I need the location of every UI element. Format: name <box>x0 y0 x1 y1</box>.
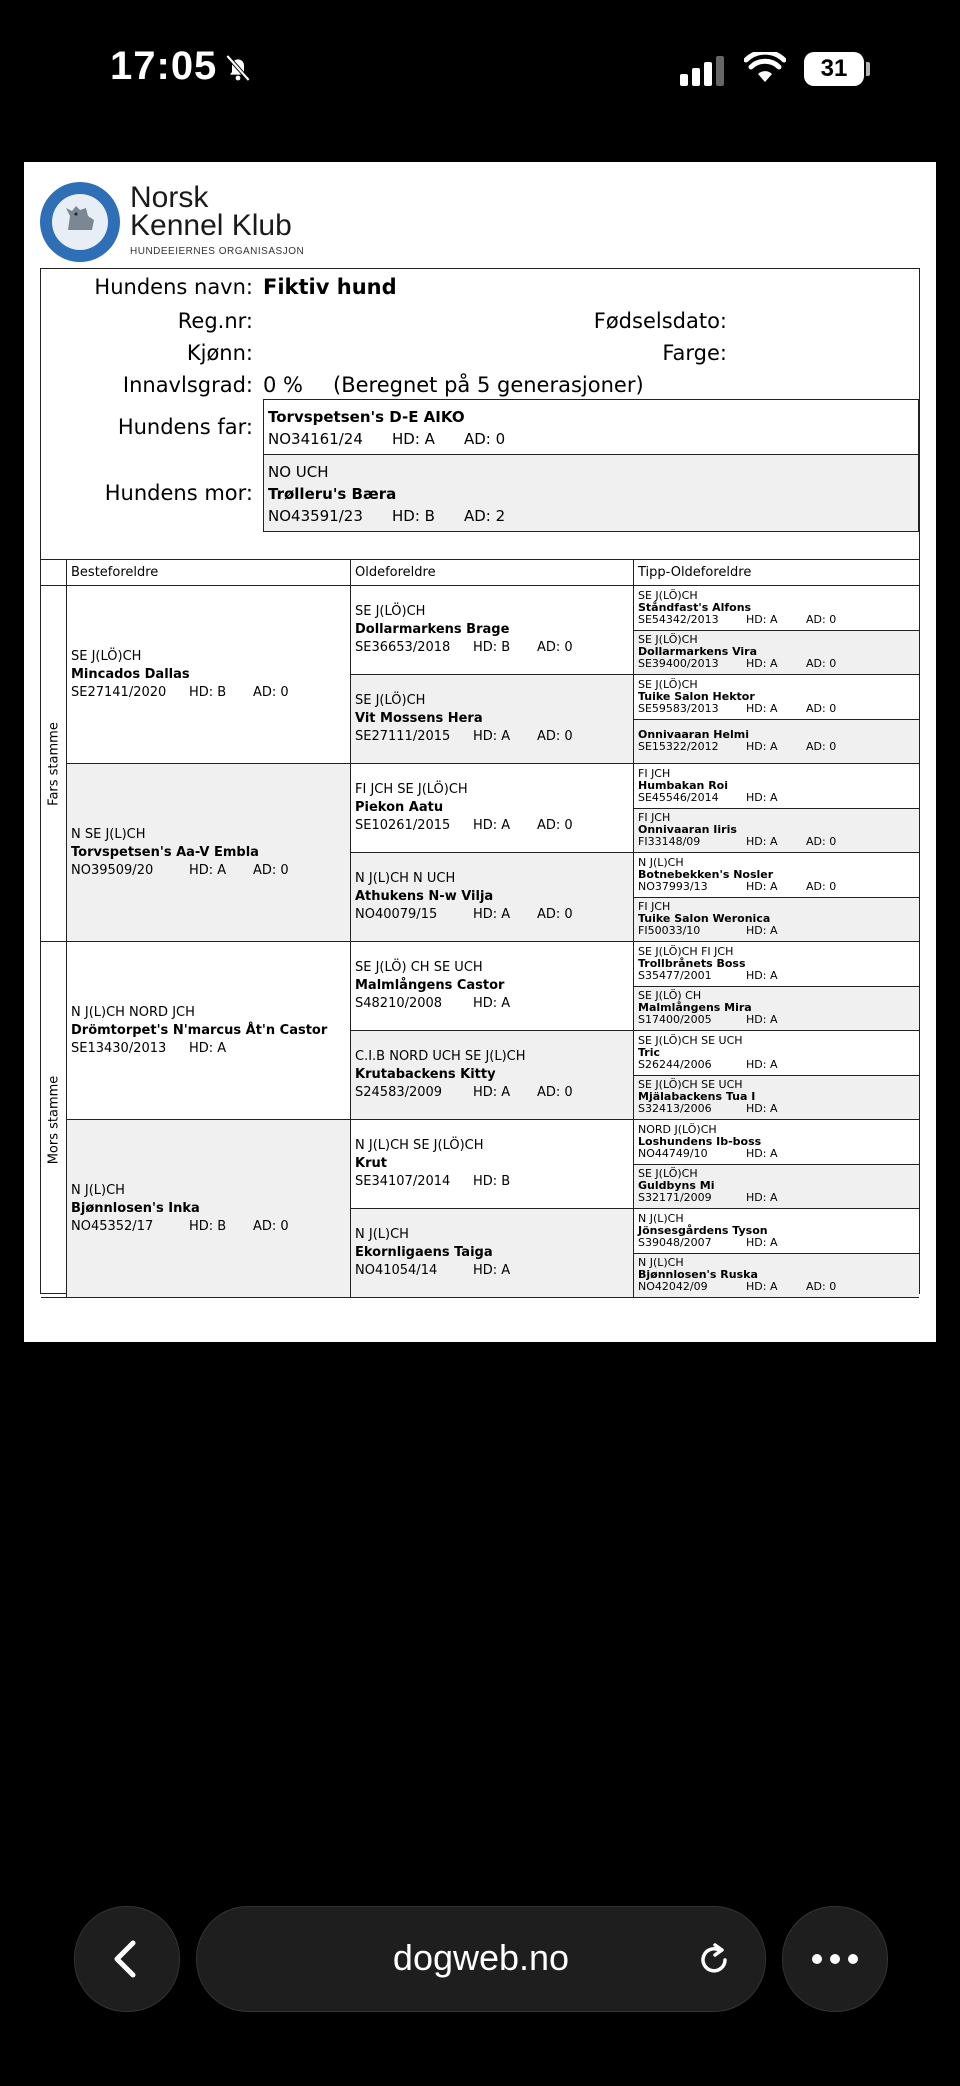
ancestor-reg: SE54342/2013 <box>638 612 719 626</box>
ancestor-title: SE J(LÖ)CH FI JCH <box>638 944 734 958</box>
ancestor-title: N J(L)CH <box>71 1182 125 1198</box>
ancestor-reg: NO44749/10 <box>638 1146 708 1160</box>
ancestor-reg: NO41054/14 <box>355 1263 438 1278</box>
gen2-ancestor <box>67 1120 351 1298</box>
ancestor-name: Bjønnlosen's Inka <box>71 1200 200 1216</box>
clock: 17:05 <box>110 44 218 88</box>
ancestor-title: N J(L)CH <box>638 855 684 869</box>
ancestor-hd: HD: B <box>473 640 511 655</box>
ancestor-title: SE J(LÖ)CH <box>638 1167 698 1181</box>
inbreeding-label: Innavlsgrad: <box>122 373 253 397</box>
gen2-ancestor <box>67 586 351 764</box>
gen3-ancestor <box>351 1031 634 1120</box>
ancestor-name: Ekornligaens Taiga <box>355 1245 493 1260</box>
ancestor-reg: FI50033/10 <box>638 924 701 938</box>
ancestor-reg: NO39509/20 <box>71 862 154 878</box>
ancestor-name: Onnivaaran Helmi <box>638 728 749 742</box>
status-bar <box>0 0 960 140</box>
url-text: dogweb.no <box>392 1937 570 1978</box>
nkk-brand <box>130 181 305 257</box>
ancestor-title: FI JCH SE J(LÖ)CH <box>355 782 468 797</box>
gen4-ancestor <box>634 898 919 943</box>
ancestor-hd: HD: A <box>746 612 778 626</box>
ancestor-name: Mincados Dallas <box>71 666 190 682</box>
ancestor-title: SE J(LÖ) CH SE UCH <box>355 960 483 975</box>
ancestor-hd: HD: A <box>746 1235 778 1249</box>
name-label: Hundens navn: <box>94 275 253 299</box>
gen4-ancestor <box>634 853 919 898</box>
ancestor-hd: HD: A <box>746 701 778 715</box>
gen2-ancestor <box>67 764 351 942</box>
ancestor-ad: AD: 0 <box>806 879 837 893</box>
ancestor-reg: S24583/2009 <box>355 1085 443 1100</box>
dam-hd: HD: B <box>392 507 435 525</box>
ancestor-reg: S26244/2006 <box>638 1057 712 1071</box>
sire-hd: HD: A <box>392 430 435 448</box>
gen3-ancestor <box>351 675 634 764</box>
ancestor-hd: HD: A <box>473 996 511 1011</box>
ancestor-name: Trollbrånets Boss <box>638 956 746 970</box>
sex-label: Kjønn: <box>186 341 253 365</box>
ancestor-name: Malmlångens Mira <box>638 1001 752 1015</box>
ancestor-name: Athukens N-w Vilja <box>355 889 494 904</box>
gen3-ancestor <box>351 586 634 675</box>
ancestor-hd: HD: A <box>473 1085 511 1100</box>
ancestor-ad: AD: 0 <box>806 701 837 715</box>
ancestor-reg: S32413/2006 <box>638 1102 712 1116</box>
gen4-ancestor <box>634 631 919 676</box>
ancestor-ad: AD: 0 <box>253 862 289 878</box>
gen4-ancestor <box>634 809 919 854</box>
ancestor-title: N J(L)CH <box>638 1256 684 1270</box>
ancestor-ad: AD: 0 <box>806 657 837 671</box>
gen3-ancestor <box>351 853 634 942</box>
nkk-logo-icon <box>40 182 120 262</box>
sire-line-label: Fars stamme <box>41 586 67 942</box>
ancestor-hd: HD: A <box>189 1040 227 1056</box>
gen3-ancestor <box>351 764 634 853</box>
ancestor-name: Jönsesgårdens Tyson <box>638 1223 768 1237</box>
battery-icon: 31 <box>804 52 864 86</box>
ancestor-reg: SE36653/2018 <box>355 640 451 655</box>
ancestor-reg: NO40079/15 <box>355 907 438 922</box>
dam-name: Trølleru's Bæra <box>268 485 397 503</box>
ancestor-hd: HD: A <box>746 740 778 754</box>
sire-ad: AD: 0 <box>464 430 506 448</box>
ancestor-name: Tuike Salon Weronica <box>638 912 771 926</box>
wifi-icon <box>744 52 786 84</box>
ancestor-title: SE J(LÖ)CH <box>355 604 426 619</box>
ancestor-reg: SE39400/2013 <box>638 657 719 671</box>
sire-reg: NO34161/24 <box>268 430 363 448</box>
ancestor-name: Tric <box>638 1045 661 1059</box>
pedigree-table <box>41 559 919 1294</box>
gen4-ancestor <box>634 1209 919 1254</box>
brand-tagline: HUNDEEIERNES ORGANISASJON <box>130 246 305 257</box>
ancestor-title: FI JCH <box>638 900 671 914</box>
ancestor-reg: S39048/2007 <box>638 1235 712 1249</box>
dam-ad: AD: 2 <box>464 507 506 525</box>
ancestor-reg: SE10261/2015 <box>355 818 451 833</box>
ancestor-name: Tuike Salon Hektor <box>638 689 755 703</box>
ancestor-title: SE J(LÖ)CH <box>71 648 142 664</box>
more-button[interactable] <box>782 1906 888 2012</box>
bell-muted-icon <box>222 52 254 84</box>
ancestor-reg: S17400/2005 <box>638 1013 712 1027</box>
ancestor-ad: AD: 0 <box>537 818 573 833</box>
gen4-ancestor <box>634 1031 919 1076</box>
ancestor-title: N J(L)CH SE J(LÖ)CH <box>355 1138 484 1153</box>
inbreeding-note: (Beregnet på 5 generasjoner) <box>333 373 644 397</box>
ancestor-reg: SE34107/2014 <box>355 1174 451 1189</box>
brand-line1: Norsk <box>130 181 209 214</box>
ancestor-reg: S35477/2001 <box>638 968 712 982</box>
ancestor-hd: HD: A <box>746 968 778 982</box>
ancestor-reg: SE59583/2013 <box>638 701 719 715</box>
address-bar[interactable] <box>196 1906 766 2012</box>
ancestor-title: SE J(LÖ)CH <box>638 588 698 602</box>
ancestor-ad: AD: 0 <box>537 1085 573 1100</box>
ancestor-reg: S32171/2009 <box>638 1191 712 1205</box>
chevron-left-icon <box>75 1907 179 2011</box>
ancestor-hd: HD: B <box>189 684 227 700</box>
corner-header <box>41 560 67 586</box>
ancestor-ad: AD: 0 <box>537 907 573 922</box>
ancestor-title: SE J(LÖ)CH SE UCH <box>638 1078 743 1092</box>
gen4-ancestor <box>634 764 919 809</box>
ancestor-hd: HD: B <box>473 1174 511 1189</box>
ancestor-name: Krutabackens Kitty <box>355 1067 496 1082</box>
birthdate-label: Fødselsdato: <box>593 309 727 333</box>
col-header-great-great-grandparents: Tipp-Oldeforeldre <box>634 560 919 586</box>
ancestor-title: N J(L)CH N UCH <box>355 871 456 886</box>
sire-label: Hundens far: <box>117 415 253 439</box>
gen4-ancestor <box>634 1120 919 1165</box>
dog-name: Fiktiv hund <box>263 275 397 299</box>
dam-box <box>263 454 919 532</box>
ancestor-reg: NO42042/09 <box>638 1280 708 1294</box>
ancestor-name: Dollarmarkens Vira <box>638 645 758 659</box>
ancestor-hd: HD: A <box>746 835 778 849</box>
ancestor-ad: AD: 0 <box>537 640 573 655</box>
ancestor-reg: NO37993/13 <box>638 879 708 893</box>
ancestor-reg: SE27111/2015 <box>355 729 451 744</box>
pedigree-frame <box>40 268 920 1294</box>
brand-line2: Kennel Klub <box>130 209 292 242</box>
ancestor-name: Botnebekken's Nosler <box>638 867 774 881</box>
ancestor-title: C.I.B NORD UCH SE J(L)CH <box>355 1049 526 1064</box>
ancestor-name: Drömtorpet's N'marcus Åt'n Castor <box>71 1022 328 1038</box>
ancestor-hd: HD: A <box>189 862 227 878</box>
ancestor-title: SE J(LÖ)CH <box>638 633 698 647</box>
ancestor-title: FI JCH <box>638 811 671 825</box>
ancestor-ad: AD: 0 <box>806 1280 837 1294</box>
ancestor-reg: SE27141/2020 <box>71 684 167 700</box>
reload-icon[interactable] <box>695 1941 733 1979</box>
ancestor-ad: AD: 0 <box>806 612 837 626</box>
ancestor-hd: HD: A <box>746 790 778 804</box>
ancestor-hd: HD: A <box>746 1191 778 1205</box>
dam-line-label: Mors stamme <box>41 942 67 1298</box>
ancestor-hd: HD: A <box>473 818 511 833</box>
dam-reg: NO43591/23 <box>268 507 363 525</box>
ancestor-title: SE J(LÖ) CH <box>638 989 702 1003</box>
ancestor-reg: NO45352/17 <box>71 1218 154 1234</box>
ancestor-ad: AD: 0 <box>253 1218 289 1234</box>
ancestor-title: SE J(LÖ)CH SE UCH <box>638 1033 743 1047</box>
ellipsis-icon <box>783 1907 887 2011</box>
gen3-ancestor <box>351 1209 634 1298</box>
ancestor-name: Ståndfast's Alfons <box>638 600 752 614</box>
gen4-ancestor <box>634 1254 919 1299</box>
ancestor-name: Malmlångens Castor <box>355 978 505 993</box>
ancestor-hd: HD: A <box>746 1146 778 1160</box>
ancestor-name: Dollarmarkens Brage <box>355 622 510 637</box>
ancestor-reg: FI33148/09 <box>638 835 701 849</box>
ancestor-reg: SE45546/2014 <box>638 790 719 804</box>
ancestor-hd: HD: B <box>189 1218 227 1234</box>
ancestor-hd: HD: A <box>473 907 511 922</box>
gen4-ancestor <box>634 987 919 1032</box>
ancestor-name: Humbakan Roi <box>638 778 728 792</box>
ancestor-hd: HD: A <box>746 1013 778 1027</box>
gen4-ancestor <box>634 720 919 765</box>
ancestor-ad: AD: 0 <box>537 729 573 744</box>
ancestor-hd: HD: A <box>746 1102 778 1116</box>
gen4-ancestor <box>634 1165 919 1210</box>
ancestor-name: Vit Mossens Hera <box>355 711 483 726</box>
ancestor-name: Guldbyns Mi <box>638 1179 715 1193</box>
gen4-ancestor <box>634 586 919 631</box>
ancestor-title: N J(L)CH NORD JCH <box>71 1004 195 1020</box>
sire-name: Torvspetsen's D-E AIKO <box>268 408 465 426</box>
ancestor-reg: SE15322/2012 <box>638 740 719 754</box>
ancestor-title: N SE J(L)CH <box>71 826 146 842</box>
ancestor-hd: HD: A <box>746 924 778 938</box>
dam-label: Hundens mor: <box>104 481 253 505</box>
col-header-great-grandparents: Oldeforeldre <box>351 560 634 586</box>
ancestor-ad: AD: 0 <box>806 740 837 754</box>
ancestor-title: SE J(LÖ)CH <box>355 693 426 708</box>
ancestor-ad: AD: 0 <box>806 835 837 849</box>
ancestor-reg: S48210/2008 <box>355 996 443 1011</box>
ancestor-name: Bjønnlosen's Ruska <box>638 1268 758 1282</box>
ancestor-hd: HD: A <box>746 1057 778 1071</box>
gen3-ancestor <box>351 1120 634 1209</box>
col-header-grandparents: Besteforeldre <box>67 560 351 586</box>
gen4-ancestor <box>634 675 919 720</box>
browser-toolbar <box>0 1900 960 2040</box>
ancestor-title: N J(L)CH <box>355 1227 409 1242</box>
ancestor-hd: HD: A <box>473 729 511 744</box>
ancestor-title: FI JCH <box>638 766 671 780</box>
ancestor-hd: HD: A <box>473 1263 511 1278</box>
ancestor-name: Krut <box>355 1156 387 1171</box>
ancestor-name: Piekon Aatu <box>355 800 444 815</box>
gen3-ancestor <box>351 942 634 1031</box>
ancestor-name: Mjälabackens Tua I <box>638 1090 756 1104</box>
color-label: Farge: <box>662 341 727 365</box>
ancestor-reg: SE13430/2013 <box>71 1040 167 1056</box>
gen2-ancestor <box>67 942 351 1120</box>
back-button[interactable] <box>74 1906 180 2012</box>
ancestor-hd: HD: A <box>746 657 778 671</box>
reg-label: Reg.nr: <box>177 309 253 333</box>
ancestor-title: NORD J(LÖ)CH <box>638 1122 717 1136</box>
ancestor-title: SE J(LÖ)CH <box>638 677 698 691</box>
ancestor-hd: HD: A <box>746 879 778 893</box>
inbreeding-value: 0 % <box>263 373 303 397</box>
battery-cap <box>866 62 870 76</box>
ancestor-name: Loshundens Ib-boss <box>638 1134 762 1148</box>
dam-title: NO UCH <box>268 463 329 481</box>
gen4-ancestor <box>634 1076 919 1121</box>
pedigree-document <box>24 162 936 1342</box>
gen4-ancestor <box>634 942 919 987</box>
ancestor-name: Torvspetsen's Aa-V Embla <box>71 844 259 860</box>
sire-box <box>263 399 919 455</box>
ancestor-name: Onnivaaran Iiris <box>638 823 737 837</box>
ancestor-title: N J(L)CH <box>638 1211 684 1225</box>
ancestor-ad: AD: 0 <box>253 684 289 700</box>
ancestor-hd: HD: A <box>746 1280 778 1294</box>
